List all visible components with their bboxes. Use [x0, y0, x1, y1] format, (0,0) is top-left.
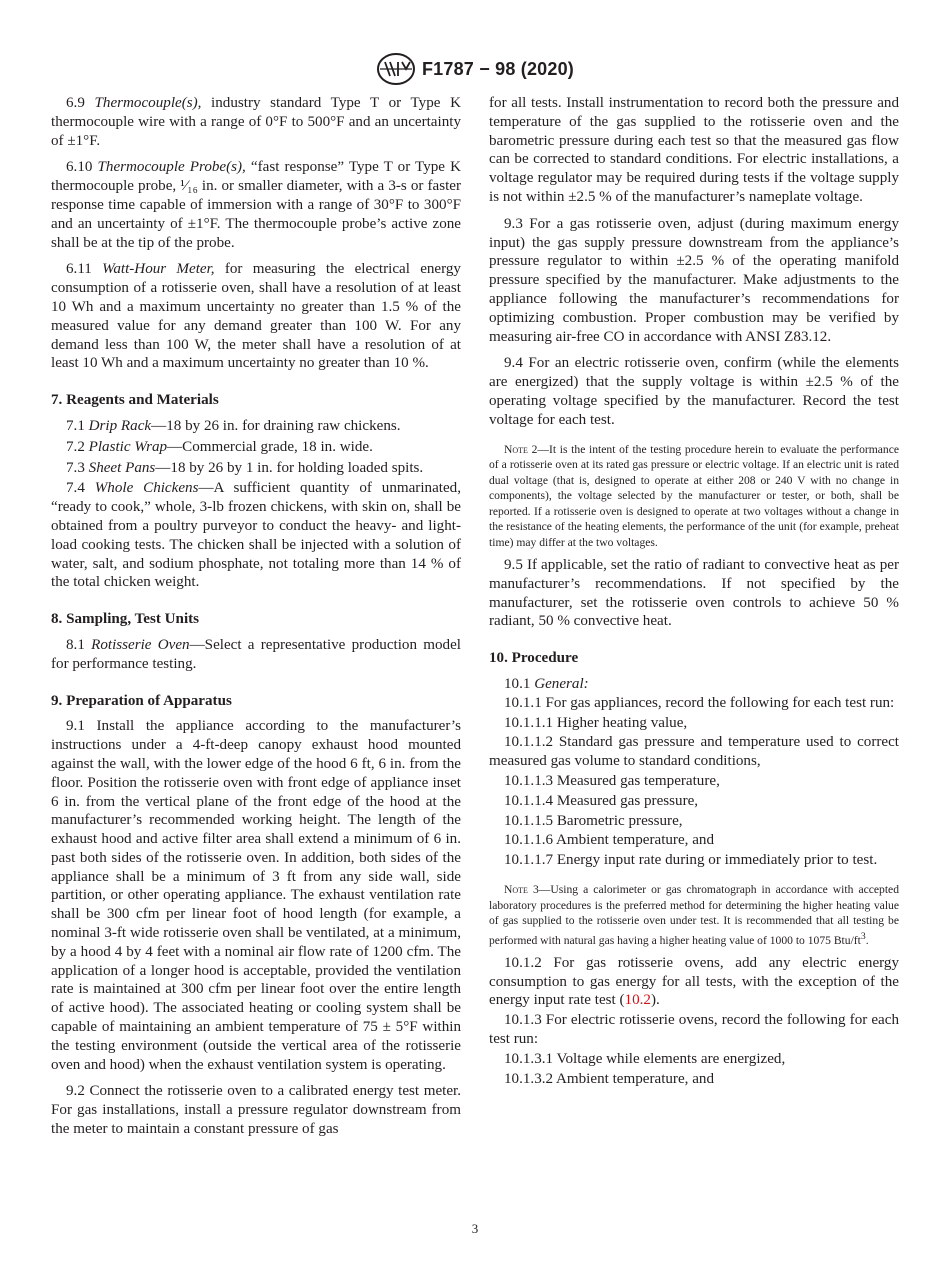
list-item: 10.1.3.1 Voltage while elements are energized, — [504, 1050, 786, 1067]
list-item: 10.1.1.1 Higher heating value, — [504, 714, 688, 731]
left-column — [51, 94, 461, 1147]
astm-logo-icon — [376, 52, 416, 86]
note-3: Note 3—Using a calorimeter or gas chromatograph in accordance with accepted laboratory procedures is the preferred method for determining the higher heating value of gas supplied to the rotisserie oven under test. It is recommended that all testing be performed with natural gas having a higher heating value of 1000 to 1075 Btu/$ft^3$. — [489, 883, 899, 947]
list-item: 10.1.3.2 Ambient temperature, and — [504, 1070, 715, 1087]
note-2: Note 2—It is the intent of the testing procedure herein to evaluate the performance of a rotisserie oven at its rated gas pressure or electric voltage. If an electric unit is rated dual voltage (that is, designed to operate at either 208 or 240 V with no change in components), the voltage selected by the manufacturer or tester, or both, shall be reported. If a rotisserie oven is designed to operate at two voltages without a change in the resistance of the heating elements, the performance of the unit (for example, preheat time) may differ at the two voltages. — [489, 442, 899, 549]
page-number: 3 — [471, 1221, 479, 1236]
heading-reagents: 7. Reagents and Materials — [51, 392, 219, 409]
heading-sampling: 8. Sampling, Test Units — [51, 611, 200, 628]
list-item: 10.1.1.3 Measured gas temperature, — [504, 773, 720, 790]
heading-procedure: 10. Procedure — [489, 650, 579, 667]
list-item: 10.1.1.4 Measured gas pressure, — [504, 792, 699, 809]
right-column — [489, 94, 899, 1089]
section-8-1: 8.1 Rotisserie Oven—Select a representative production model for performance testing. — [51, 636, 461, 672]
section-10-1-1: 10.1.1 For gas appliances, record the following for each test run: — [504, 694, 895, 711]
section-9-3: 9.3 For a gas rotisserie oven, adjust (during maximum energy input) the gas supply pressure downstream from the appliance’s pressure regulator to within ±2.5 % of the operating manifold pressure specified by the manufacturer. Make adjustments to the appliance following the manufacturer’s recommendations for optimizing combustion. Proper combustion may be verified by measuring air-free CO in accordance with ANSI Z83.12. — [489, 215, 899, 345]
list-item: 10.1.1.5 Barometric pressure, — [504, 812, 683, 829]
section-7-2: 7.2 Plastic Wrap—Commercial grade, 18 in. wide. — [66, 438, 373, 455]
section-9-2: 9.2 Connect the rotisserie oven to a calibrated energy test meter. For gas installations, install a pressure regulator downstream from the meter to maintain a constant pressure of gas — [51, 1083, 461, 1138]
section-7-1: 7.1 Drip Rack—18 by 26 in. for draining raw chickens. — [66, 417, 401, 434]
section-9-4: 9.4 For an electric rotisserie oven, confirm (while the elements are energized) that the supply voltage is within ±2.5 % of the operating voltage specified by the manufacturer. Record the test voltage for each test. — [489, 355, 899, 428]
section-9-2-continued: for all tests. Install instrumentation to record both the pressure and temperature of the gas supplied to the rotisserie oven and the barometric pressure during each test so that the measured gas flow can be corrected to standard conditions. For electric installations, a voltage regulator may be required during tests if the voltage supply is not within ±2.5 % of the manufacturer’s nameplate voltage. — [489, 95, 899, 205]
heading-preparation: 9. Preparation of Apparatus — [51, 692, 232, 709]
section-10-1-3: 10.1.3 For electric rotisserie ovens, record the following for each test run: — [489, 1012, 899, 1048]
page-header — [0, 52, 950, 86]
section-6-9: 6.9 Thermocouple(s), industry standard Type T or Type K thermocouple wire with a range of 0°F to 500°F and an uncertainty of ±1°F. — [51, 95, 462, 149]
document-designation: F1787 − 98 (2020) — [421, 58, 574, 79]
section-9-5: 9.5 If applicable, set the ratio of radiant to convective heat as per manufacturer’s recommendations. If not specified by the manufacturer, set the rotisserie oven controls to achieve 50 % radiant, 50 % convective heat. — [489, 557, 899, 630]
section-9-1: 9.1 Install the appliance according to the manufacturer’s instructions under a 4-ft-deep canopy exhaust hood mounted against the wall, with the lower edge of the hood 6 ft, 6 in. from the floor. Position the rotisserie oven with front edge of appliance inset 6 in. from the vertical plane of the front edge of the hood at the manufacturer’s recommended working height. The length of the exhaust hood and active filter area shall extend a minimum of 6 in. past both sides of the rotisserie oven. In addition, both sides of the appliance shall be a minimum of 3 ft from any side wall, side partition, or other operating appliance. The exhaust ventilation rate shall be 300 cfm per linear foot of hood length (for example, a nominal 3-ft wide rotisserie oven shall be ventilated, at a minimum, by a hood 4 by 4 feet with a nominal air flow rate of 1200 cfm. The application of a longer hood is acceptable, provided the ventilation rate is maintained at 300 cfm per linear foot over the entire length of active hood). The associated heating or cooling system shall be capable of maintaining an ambient temperature of 75 ± 5°F within the testing environment (outside the vertical area of the rotisserie oven and hood) when the exhaust ventilation system is operating. — [51, 718, 461, 1073]
section-7-4: 7.4 Whole Chickens—A sufficient quantity of unmarinated, “ready to cook,” whole, 3-lb frozen chickens, with skin on, shall be obtained from a poultry purveyor to conduct the heavy- and light-load cooking tests. The chicken shall be injected with a solution of water, salt, and sodium phosphate, not totaling more than 14 % of the total chicken weight. — [51, 480, 461, 591]
list-item: 10.1.1.6 Ambient temperature, and — [504, 832, 715, 849]
section-10-2-link[interactable]: 10.2 — [624, 992, 651, 1009]
list-item: 10.1.1.7 Energy input rate during or immediately prior to test. — [504, 852, 878, 869]
section-6-10: 6.10 Thermocouple Probe(s), “fast response” Type T or Type K thermocouple probe, ¹⁄₁₆ in. or smaller diameter, with a 3-s or faster response time capable of immersion with a range of 30°F to 300°F and an uncertainty of ±1°F. The thermocouple probe’s active zone shall be at the tip of the probe. — [51, 159, 461, 251]
section-6-11: 6.11 Watt-Hour Meter, for measuring the electrical energy consumption of a rotisserie oven, shall have a resolution of at least 10 Wh and a maximum uncertainty no greater than 1.5 % of the measured value for any demand greater than 100 W. For any demand less than 100 W, the meter shall have a resolution of at least 10 Wh and a maximum uncertainty no greater than 10 %. — [51, 261, 461, 372]
section-10-1-2: 10.1.2 For gas rotisserie ovens, add any electric energy consumption to gas energy for all tests, with the exception of the energy input rate test (10.2). — [489, 954, 899, 1009]
section-10-1: 10.1 General: — [504, 676, 589, 693]
list-item: 10.1.1.2 Standard gas pressure and temperature used to correct measured gas volume to standard conditions, — [489, 734, 899, 770]
section-7-3: 7.3 Sheet Pans—18 by 26 by 1 in. for holding loaded spits. — [66, 459, 424, 476]
